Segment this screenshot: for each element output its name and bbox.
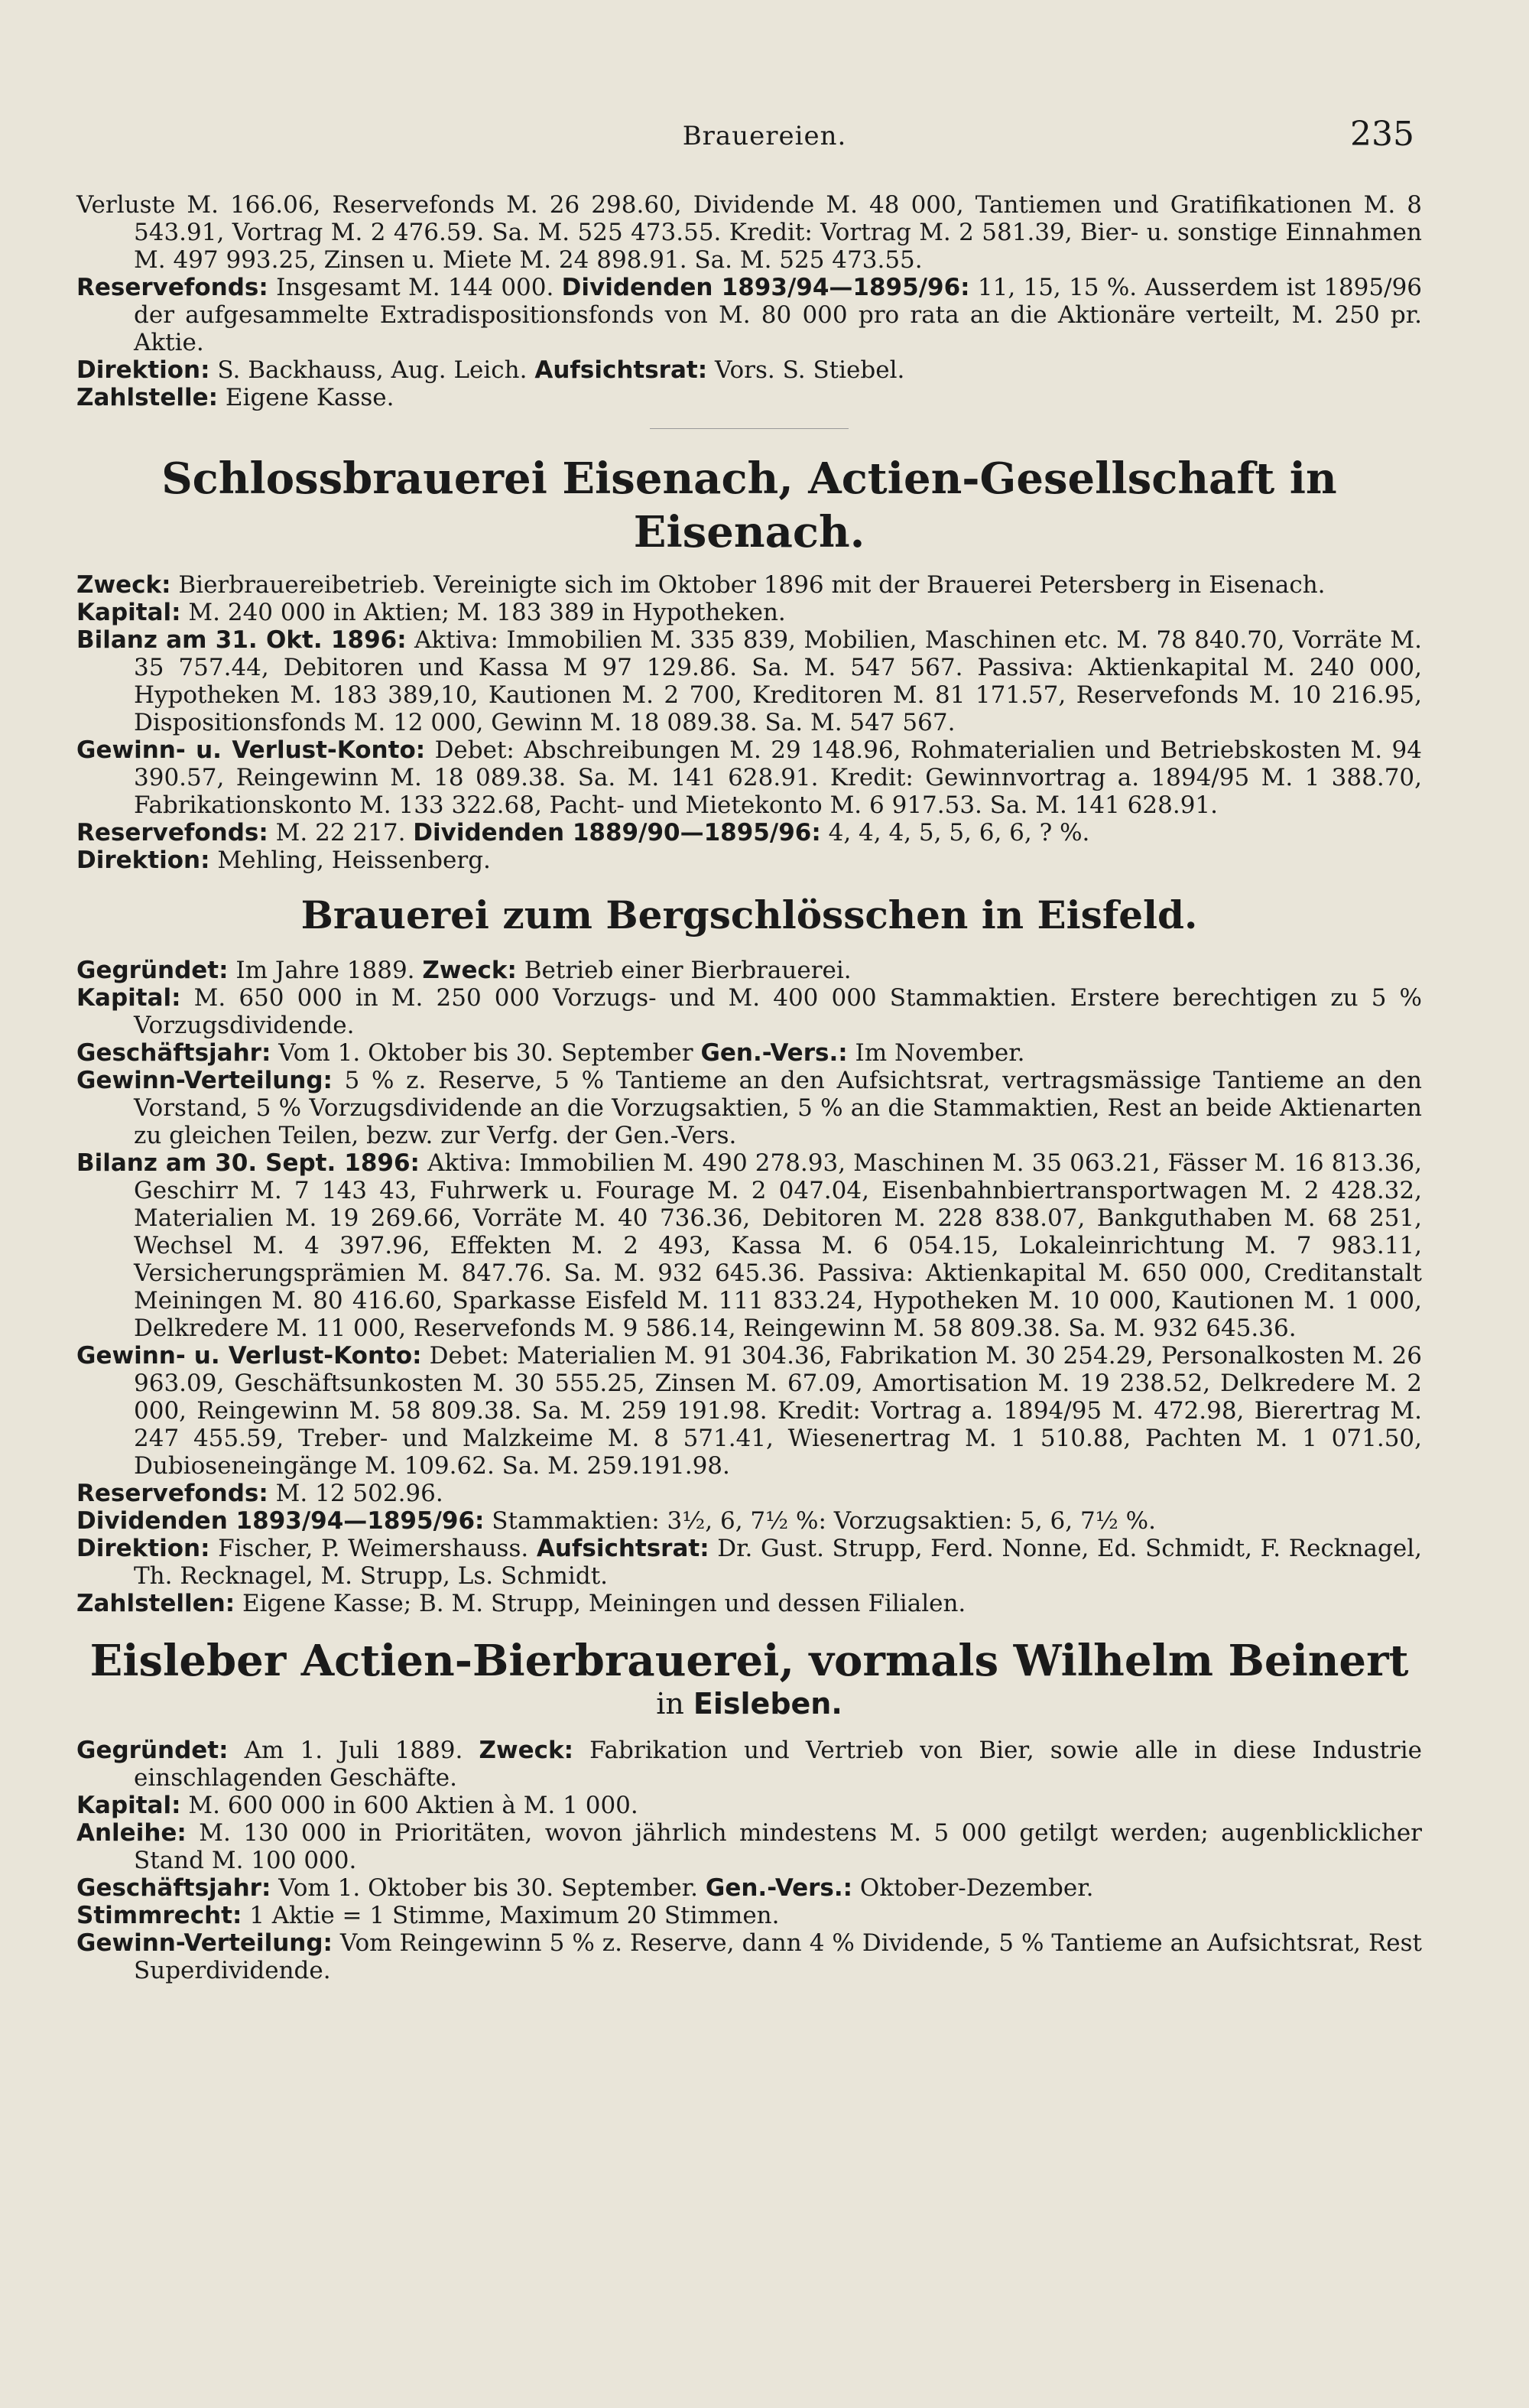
aufsichtsrat-label: Aufsichtsrat: <box>536 1535 709 1562</box>
stimmrecht-text: 1 Aktie = 1 Stimme, Maximum 20 Stimmen. <box>249 1902 780 1929</box>
entry-title-eisleber: Eisleber Actien-Bierbrauerei, vormals Wilhelm Beinert <box>89 1636 1409 1686</box>
kapital-label: Kapital: <box>76 1792 181 1819</box>
entry3-geschaeftsjahr <box>76 1874 1422 1902</box>
geschaeftsjahr-label: Geschäftsjahr: <box>76 1039 271 1067</box>
genvers-label: Gen.-Vers.: <box>700 1039 848 1067</box>
dividenden-label: Dividenden 1893/94—1895/96: <box>561 274 970 301</box>
entry2-direktion <box>76 1535 1422 1590</box>
location-name: Eisleben. <box>693 1687 842 1721</box>
anleihe-label: Anleihe: <box>76 1819 187 1847</box>
reservefonds-label: Reservefonds: <box>76 274 268 301</box>
kapital-label: Kapital: <box>76 599 181 626</box>
accounts-text: Verluste M. 166.06, Reservefonds M. 26 298.60, Dividende M. 48 000, Tantiemen und Gratifikationen M. 8 543.91, Vortrag M. 2 476.59. Sa. M. 525 473.55. Kredit: Vortrag M. 2 581.39, Bier- u. sonstige Einnahmen M. 497 993.25, Zinsen u. Miete M. 24 898.91. Sa. M. 525 473.55. <box>76 191 1422 274</box>
zweck-label: Zweck: <box>422 957 517 984</box>
running-title: Brauereien. <box>682 121 847 151</box>
zahlstellen-label: Zahlstellen: <box>76 1590 235 1617</box>
dividenden-label: Dividenden 1893/94—1895/96: <box>76 1507 485 1535</box>
reservefonds-text: Insgesamt M. 144 000. <box>276 274 554 301</box>
zahlstelle-label: Zahlstelle: <box>76 384 219 411</box>
entry-title-bergschloesschen: Brauerei zum Bergschlösschen in Eisfeld. <box>300 892 1198 938</box>
zweck-text: Betrieb einer Bierbrauerei. <box>524 957 852 984</box>
page-number: 235 <box>1350 115 1414 154</box>
geschaeftsjahr-text: Vom 1. Oktober bis 30. September. <box>278 1874 699 1902</box>
entry3-kapital <box>76 1792 1422 1819</box>
gewinn-verteilung-text: 5 % z. Reserve, 5 % Tantieme an den Aufsichtsrat, vertragsmässige Tantieme an den Vorstand, 5 % Vorzugsdividende an die Vorzugsaktien, 5 % an die Stammaktien, Rest an beide Aktienarten zu gleichen Teilen, bezw. zur Verfg. der Gen.-Vers. <box>134 1067 1422 1149</box>
entry2-gewinn-verteilung <box>76 1067 1422 1149</box>
reservefonds-label: Reservefonds: <box>76 1480 268 1507</box>
direktion-text: S. Backhauss, Aug. Leich. <box>217 356 528 384</box>
zahlstelle-text: Eigene Kasse. <box>225 384 394 411</box>
previous-entry-zahlstelle <box>76 384 1422 411</box>
kapital-text: M. 650 000 in M. 250 000 Vorzugs- und M. 400 000 Stammaktien. Erstere berechtigen zu 5 % Vorzugsdividende. <box>134 984 1422 1039</box>
aufsichtsrat-label: Aufsichtsrat: <box>534 356 708 384</box>
gewinn-verteilung-text: Vom Reingewinn 5 % z. Reserve, dann 4 % Dividende, 5 % Tantieme an Aufsichtsrat, Rest Superdividende. <box>134 1929 1423 1984</box>
kapital-text: M. 240 000 in Aktien; M. 183 389 in Hypotheken. <box>188 599 786 626</box>
entry1-direktion <box>76 847 1422 874</box>
direktion-label: Direktion: <box>76 1535 210 1562</box>
entry2-kapital <box>76 984 1422 1039</box>
entry-location <box>76 1686 1422 1721</box>
dividenden-label: Dividenden 1889/90—1895/96: <box>413 819 821 847</box>
reservefonds-text: M. 22 217. <box>275 819 406 847</box>
aufsichtsrat-text: Vors. S. Stiebel. <box>714 356 905 384</box>
direktion-text: Fischer, P. Weimershauss. <box>218 1535 529 1562</box>
bilanz-label: Bilanz am 31. Okt. 1896: <box>76 626 407 654</box>
dividenden-text: Stammaktien: 3½, 6, 7½ %: Vorzugsaktien: 5, 6, 7½ %. <box>492 1507 1156 1535</box>
gewinn-verteilung-label: Gewinn-Verteilung: <box>76 1067 333 1094</box>
entry3-gegruendet <box>76 1737 1422 1792</box>
gv-text: Debet: Materialien M. 91 304.36, Fabrikation M. 30 254.29, Personalkosten M. 26 963.09, Geschäftsunkosten M. 30 555.25, Zinsen M. 67.09, Amortisation M. 19 238.52, Delkredere M. 2 000, Reingewinn M. 58 809.38. Sa. M. 259 191.98. Kredit: Vortrag a. 1894/95 M. 472.98, Bierertrag M. 247 455.59, Treber- und Malzkeime M. 8 571.41, Wiesenertrag M. 1 510.88, Pachten M. 1 071.50, Dubioseneingänge M. 109.62. Sa. M. 259.191.98. <box>134 1342 1423 1480</box>
geschaeftsjahr-label: Geschäftsjahr: <box>76 1874 271 1902</box>
entry3-anleihe <box>76 1819 1422 1874</box>
bilanz-text: Aktiva: Immobilien M. 490 278.93, Maschinen M. 35 063.21, Fässer M. 16 813.36, Geschirr M. 7 143 43, Fuhrwerk u. Fourage M. 2 047.04, Eisenbahnbiertransportwagen M. 2 428.32, Materialien M. 19 269.66, Vorräte M. 40 736.36, Debitoren M. 228 838.07, Bankguthaben M. 68 251, Wechsel M. 4 397.96, Effekten M. 2 493, Kassa M. 6 054.15, Lokaleinrichtung M. 7 983.11, Versicherungsprämien M. 847.76. Sa. M. 932 645.36. Passiva: Aktienkapital M. 650 000, Creditanstalt Meiningen M. 80 416.60, Sparkasse Eisfeld M. 111 833.24, Hypotheken M. 10 000, Kautionen M. 1 000, Delkredere M. 11 000, Reservefonds M. 9 586.14, Reingewinn M. 58 809.38. Sa. M. 932 645.36. <box>134 1149 1423 1342</box>
gv-label: Gewinn- u. Verlust-Konto: <box>76 736 426 764</box>
dividenden-text: 4, 4, 4, 5, 5, 6, 6, ? %. <box>828 819 1090 847</box>
previous-entry-accounts <box>76 191 1422 274</box>
direktion-label: Direktion: <box>76 847 210 874</box>
location-prefix: in <box>656 1687 684 1721</box>
entry2-gegruendet <box>76 957 1422 984</box>
anleihe-text: M. 130 000 in Prioritäten, wovon jährlich mindestens M. 5 000 getilgt werden; augenblicklicher Stand M. 100 000. <box>134 1819 1422 1874</box>
entry2-reserve <box>76 1480 1422 1507</box>
gv-label: Gewinn- u. Verlust-Konto: <box>76 1342 422 1370</box>
previous-entry-direktion <box>76 356 1422 384</box>
entry2-zahlstellen <box>76 1590 1422 1617</box>
entry1-bilanz <box>76 626 1422 736</box>
zweck-label: Zweck: <box>76 571 171 599</box>
section-divider <box>650 428 849 429</box>
genvers-text: Oktober-Dezember. <box>859 1874 1094 1902</box>
page-body <box>76 191 1422 1984</box>
gegruendet-label: Gegründet: <box>76 1737 229 1764</box>
entry3-gewinn-verteilung <box>76 1929 1422 1984</box>
entry1-kapital <box>76 599 1422 626</box>
gv-text: Debet: Abschreibungen M. 29 148.96, Rohmaterialien und Betriebskosten M. 94 390.57, Reingewinn M. 18 089.38. Sa. M. 141 628.91. Kredit: Gewinnvortrag a. 1894/95 M. 1 388.70, Fabrikationskonto M. 133 322.68, Pacht- und Mietekonto M. 6 917.53. Sa. M. 141 628.91. <box>134 736 1423 819</box>
zweck-text: Bierbrauereibetrieb. Vereinigte sich im Oktober 1896 mit der Brauerei Petersberg in Eisenach. <box>178 571 1326 599</box>
entry1-gewinn-verlust <box>76 736 1422 819</box>
kapital-text: M. 600 000 in 600 Aktien à M. 1 000. <box>188 1792 638 1819</box>
bilanz-label: Bilanz am 30. Sept. 1896: <box>76 1149 420 1177</box>
gegruendet-label: Gegründet: <box>76 957 229 984</box>
entry-title-schlossbrauerei: Schlossbrauerei Eisenach, Actien-Gesellschaft in Eisenach. <box>161 453 1337 557</box>
previous-entry-reserve <box>76 274 1422 356</box>
zweck-text: Fabrikation und Vertrieb von Bier, sowie alle in diese Industrie einschlagenden Geschäfte. <box>134 1737 1422 1792</box>
running-header <box>0 115 1529 161</box>
entry2-dividenden <box>76 1507 1422 1535</box>
entry2-bilanz <box>76 1149 1422 1342</box>
reservefonds-text: M. 12 502.96. <box>275 1480 443 1507</box>
gegruendet-text: Am 1. Juli 1889. <box>244 1737 463 1764</box>
bilanz-text: Aktiva: Immobilien M. 335 839, Mobilien, Maschinen etc. M. 78 840.70, Vorräte M. 35 757.44, Debitoren und Kassa M 97 129.86. Sa. M. 547 567. Passiva: Aktienkapital M. 240 000, Hypotheken M. 183 389,10, Kautionen M. 2 700, Kreditoren M. 81 171.57, Reservefonds M. 10 216.95, Dispositionsfonds M. 12 000, Gewinn M. 18 089.38. Sa. M. 547 567. <box>134 626 1422 736</box>
genvers-text: Im November. <box>855 1039 1025 1067</box>
zahlstellen-text: Eigene Kasse; B. M. Strupp, Meiningen und dessen Filialen. <box>242 1590 966 1617</box>
geschaeftsjahr-text: Vom 1. Oktober bis 30. September <box>278 1039 693 1067</box>
stimmrecht-label: Stimmrecht: <box>76 1902 242 1929</box>
aufsichtsrat-text: Dr. Gust. Strupp, Ferd. Nonne, Ed. Schmidt, F. Recknagel, Th. Recknagel, M. Strupp, Ls. Schmidt. <box>134 1535 1423 1590</box>
entry1-zweck <box>76 571 1422 599</box>
reservefonds-label: Reservefonds: <box>76 819 268 847</box>
dividenden-text: 11, 15, 15 %. Ausserdem ist 1895/96 der aufgesammelte Extradispositionsfonds von M. 80 000 pro rata an die Aktionäre verteilt, M. 250 pr. Aktie. <box>134 274 1423 356</box>
direktion-text: Mehling, Heissenberg. <box>217 847 491 874</box>
zweck-label: Zweck: <box>479 1737 574 1764</box>
gewinn-verteilung-label: Gewinn-Verteilung: <box>76 1929 333 1957</box>
entry1-reserve <box>76 819 1422 847</box>
entry2-gewinn-verlust <box>76 1342 1422 1480</box>
gegruendet-text: Im Jahre 1889. <box>235 957 415 984</box>
kapital-label: Kapital: <box>76 984 181 1012</box>
entry2-geschaeftsjahr <box>76 1039 1422 1067</box>
entry3-stimmrecht <box>76 1902 1422 1929</box>
direktion-label: Direktion: <box>76 356 210 384</box>
genvers-label: Gen.-Vers.: <box>705 1874 853 1902</box>
